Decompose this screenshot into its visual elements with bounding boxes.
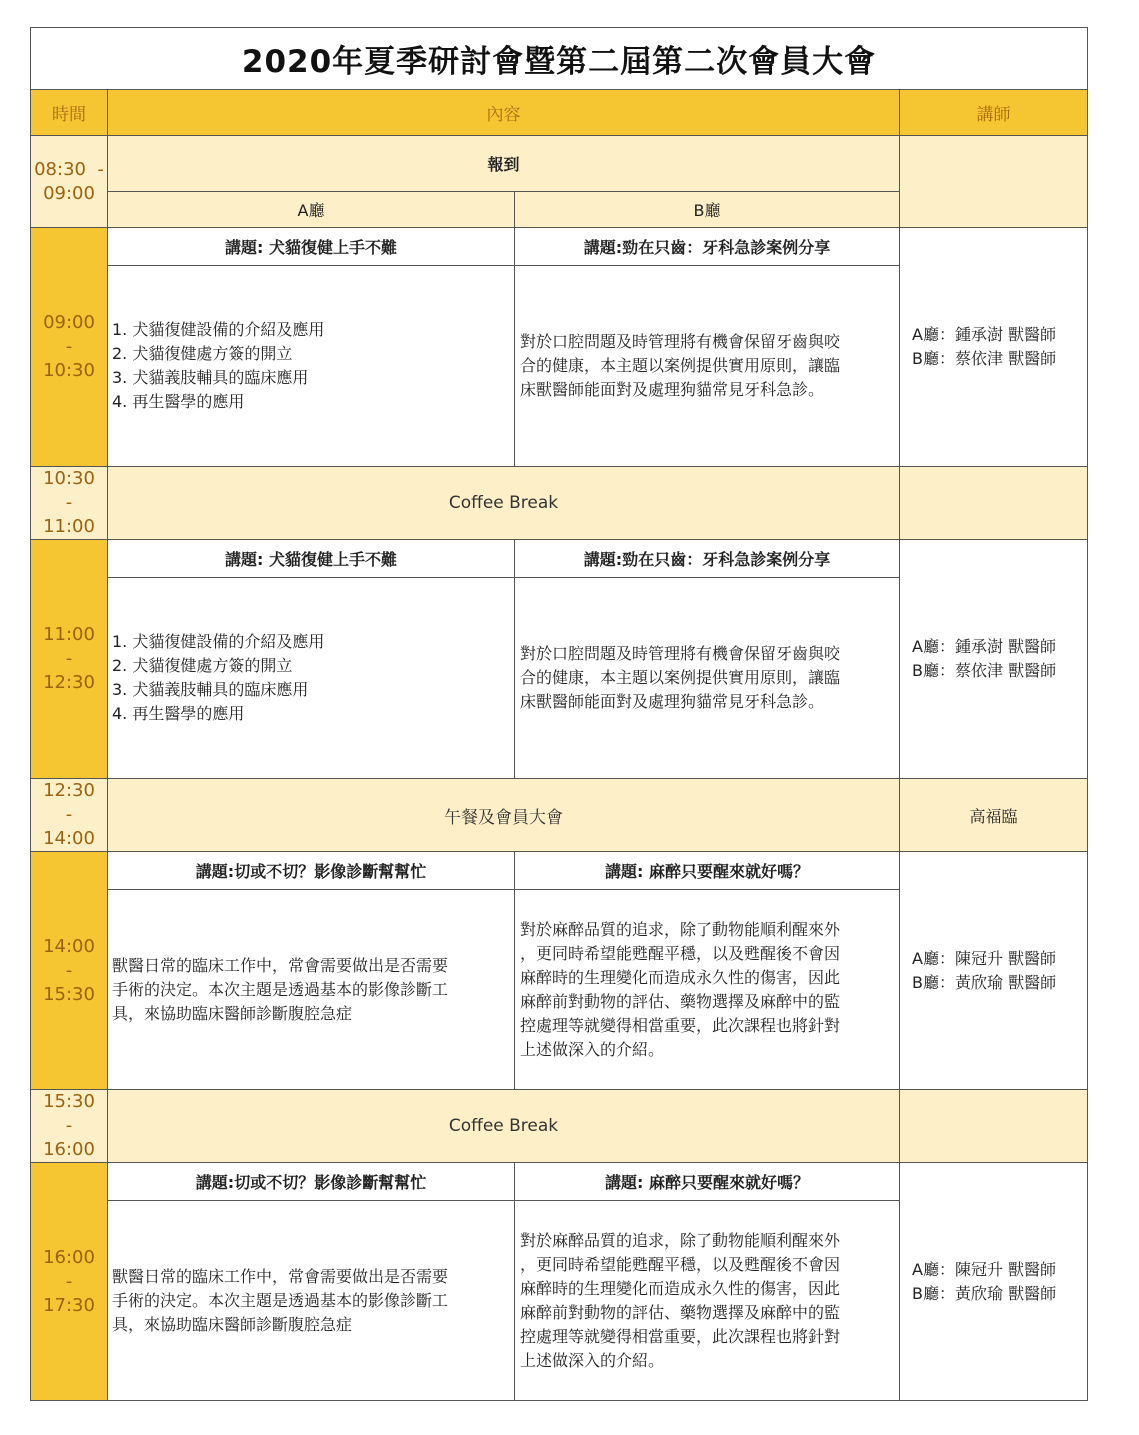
lunch-row <box>31 779 1088 852</box>
session3-speakers <box>900 852 1088 1090</box>
session1-topic-b: 講題:勁在只齒：牙科急診案例分享 <box>515 228 900 266</box>
speaker-b: B廳：蔡依津 獸醫師 <box>912 349 1057 368</box>
session3-time <box>31 852 108 1090</box>
body-line: 合的健康，本主題以案例提供實用原則，讓臨 <box>520 356 841 375</box>
body-line: 控處理等就變得相當重要，此次課程也將針對 <box>520 1015 841 1035</box>
time-start: 15:30 <box>43 1091 95 1112</box>
break2-row <box>31 1090 1088 1163</box>
session4-speakers <box>900 1163 1088 1401</box>
session1-time <box>31 228 108 467</box>
session2-topic-a: 講題: 犬貓復健上手不難 <box>108 540 515 578</box>
hall-a-label: A廳 <box>108 192 515 228</box>
session4-topic-a: 講題:切或不切？影像診斷幫幫忙 <box>108 1163 515 1201</box>
body-line: 2. 犬貓復健處方簽的開立 <box>112 344 293 363</box>
checkin-speaker <box>900 136 1088 228</box>
header-time: 時間 <box>31 90 108 136</box>
session2-body-b <box>515 578 900 779</box>
time-start: 12:30 <box>43 780 95 801</box>
session1-body-a <box>108 266 515 467</box>
session4-body-b <box>515 1201 900 1401</box>
time-start: 14:00 <box>43 935 95 957</box>
body-line: 麻醉前對動物的評估、藥物選擇及麻醉中的監 <box>520 991 841 1011</box>
page-title: 2020年夏季研討會暨第二屆第二次會員大會 <box>31 28 1088 90</box>
hall-b-label: B廳 <box>515 192 900 228</box>
break1-time <box>31 467 108 540</box>
checkin-row <box>31 136 1088 192</box>
time-start: 09:00 <box>43 312 95 333</box>
session1-topic-row <box>31 228 1088 266</box>
time-end: 12:30 <box>43 672 95 693</box>
body-line: 麻醉時的生理變化而造成永久性的傷害，因此 <box>520 967 841 987</box>
session3-topic-b: 講題: 麻醉只要醒來就好嗎？ <box>515 852 900 890</box>
time-end: 16:00 <box>43 1139 95 1160</box>
body-line: 對於麻醉品質的追求，除了動物能順利醒來外 <box>520 1230 841 1250</box>
session3-topic-a: 講題:切或不切？影像診斷幫幫忙 <box>108 852 515 890</box>
time-end: 15:30 <box>43 983 95 1005</box>
lunch-speaker: 高福臨 <box>900 779 1088 852</box>
time-dash: - <box>65 1270 73 1292</box>
session3-body-a <box>108 890 515 1090</box>
session4-time <box>31 1163 108 1401</box>
break2-time <box>31 1090 108 1163</box>
body-line: 對於麻醉品質的追求，除了動物能順利醒來外 <box>520 919 841 939</box>
body-line: 1. 犬貓復健設備的介紹及應用 <box>112 320 325 339</box>
header-content: 內容 <box>108 90 900 136</box>
time-dash: - <box>65 648 73 669</box>
checkin-label: 報到 <box>108 136 900 192</box>
body-line: 3. 犬貓義肢輔具的臨床應用 <box>112 680 309 699</box>
session2-time <box>31 540 108 779</box>
body-line: 控處理等就變得相當重要，此次課程也將針對 <box>520 1326 841 1346</box>
time-dash: - <box>65 336 73 357</box>
body-line: 對於口腔問題及時管理將有機會保留牙齒與咬 <box>520 644 841 663</box>
body-line: 4. 再生醫學的應用 <box>112 392 245 411</box>
body-line: 具，來協助臨床醫師診斷腹腔急症 <box>112 1003 353 1023</box>
time-dash: - <box>65 804 73 825</box>
body-line: 2. 犬貓復健處方簽的開立 <box>112 656 293 675</box>
session4-topic-b: 講題: 麻醉只要醒來就好嗎？ <box>515 1163 900 1201</box>
time-start: 08:30 - <box>34 158 104 180</box>
time-start: 11:00 <box>43 624 95 645</box>
break1-row <box>31 467 1088 540</box>
time-end: 09:00 <box>43 182 95 204</box>
time-end: 11:00 <box>43 516 95 537</box>
time-start: 16:00 <box>43 1246 95 1268</box>
speaker-a: A廳：鍾承澍 獸醫師 <box>912 325 1057 344</box>
body-line: 上述做深入的介紹。 <box>520 1350 665 1370</box>
session3-topic-row <box>31 852 1088 890</box>
title-row <box>31 28 1088 90</box>
session1-body-b <box>515 266 900 467</box>
body-line: 床獸醫師能面對及處理狗貓常見牙科急診。 <box>520 380 825 399</box>
speaker-b: B廳：黃欣瑜 獸醫師 <box>912 972 1057 992</box>
header-speaker: 講師 <box>900 90 1088 136</box>
session2-body-a <box>108 578 515 779</box>
body-line: 1. 犬貓復健設備的介紹及應用 <box>112 632 325 651</box>
checkin-time <box>31 136 108 228</box>
break2-speaker <box>900 1090 1088 1163</box>
time-end: 14:00 <box>43 828 95 849</box>
body-line: 麻醉時的生理變化而造成永久性的傷害，因此 <box>520 1278 841 1298</box>
schedule-table <box>30 27 1088 1401</box>
body-line: 對於口腔問題及時管理將有機會保留牙齒與咬 <box>520 332 841 351</box>
body-line: 獸醫日常的臨床工作中，常會需要做出是否需要 <box>112 1266 449 1286</box>
body-line: 手術的決定。本次主題是透過基本的影像診斷工 <box>112 979 449 999</box>
time-start: 10:30 <box>43 468 95 489</box>
session1-speakers <box>900 228 1088 467</box>
body-line: 手術的決定。本次主題是透過基本的影像診斷工 <box>112 1290 449 1310</box>
lunch-label: 午餐及會員大會 <box>108 779 900 852</box>
session3-body-b <box>515 890 900 1090</box>
session4-topic-row <box>31 1163 1088 1201</box>
break1-label: Coffee Break <box>108 467 900 540</box>
speaker-a: A廳：陳冠升 獸醫師 <box>912 1259 1057 1279</box>
speaker-a: A廳：鍾承澍 獸醫師 <box>912 637 1057 656</box>
time-dash: - <box>65 492 73 513</box>
break1-speaker <box>900 467 1088 540</box>
time-dash: - <box>65 1115 73 1136</box>
speaker-b: B廳：黃欣瑜 獸醫師 <box>912 1283 1057 1303</box>
session2-topic-row <box>31 540 1088 578</box>
header-row <box>31 90 1088 136</box>
time-end: 17:30 <box>43 1294 95 1316</box>
body-line: ，更同時希望能甦醒平穩，以及甦醒後不會因 <box>520 943 841 963</box>
lunch-time <box>31 779 108 852</box>
body-line: 具，來協助臨床醫師診斷腹腔急症 <box>112 1314 353 1334</box>
break2-label: Coffee Break <box>108 1090 900 1163</box>
session1-topic-a: 講題: 犬貓復健上手不難 <box>108 228 515 266</box>
body-line: 合的健康，本主題以案例提供實用原則，讓臨 <box>520 668 841 687</box>
time-dash: - <box>65 959 73 981</box>
body-line: 床獸醫師能面對及處理狗貓常見牙科急診。 <box>520 692 825 711</box>
body-line: 3. 犬貓義肢輔具的臨床應用 <box>112 368 309 387</box>
speaker-a: A廳：陳冠升 獸醫師 <box>912 948 1057 968</box>
body-line: 上述做深入的介紹。 <box>520 1039 665 1059</box>
body-line: ，更同時希望能甦醒平穩，以及甦醒後不會因 <box>520 1254 841 1274</box>
session4-body-a <box>108 1201 515 1401</box>
session2-topic-b: 講題:勁在只齒：牙科急診案例分享 <box>515 540 900 578</box>
body-line: 麻醉前對動物的評估、藥物選擇及麻醉中的監 <box>520 1302 841 1322</box>
speaker-b: B廳：蔡依津 獸醫師 <box>912 661 1057 680</box>
time-end: 10:30 <box>43 360 95 381</box>
session2-speakers <box>900 540 1088 779</box>
body-line: 獸醫日常的臨床工作中，常會需要做出是否需要 <box>112 955 449 975</box>
body-line: 4. 再生醫學的應用 <box>112 704 245 723</box>
